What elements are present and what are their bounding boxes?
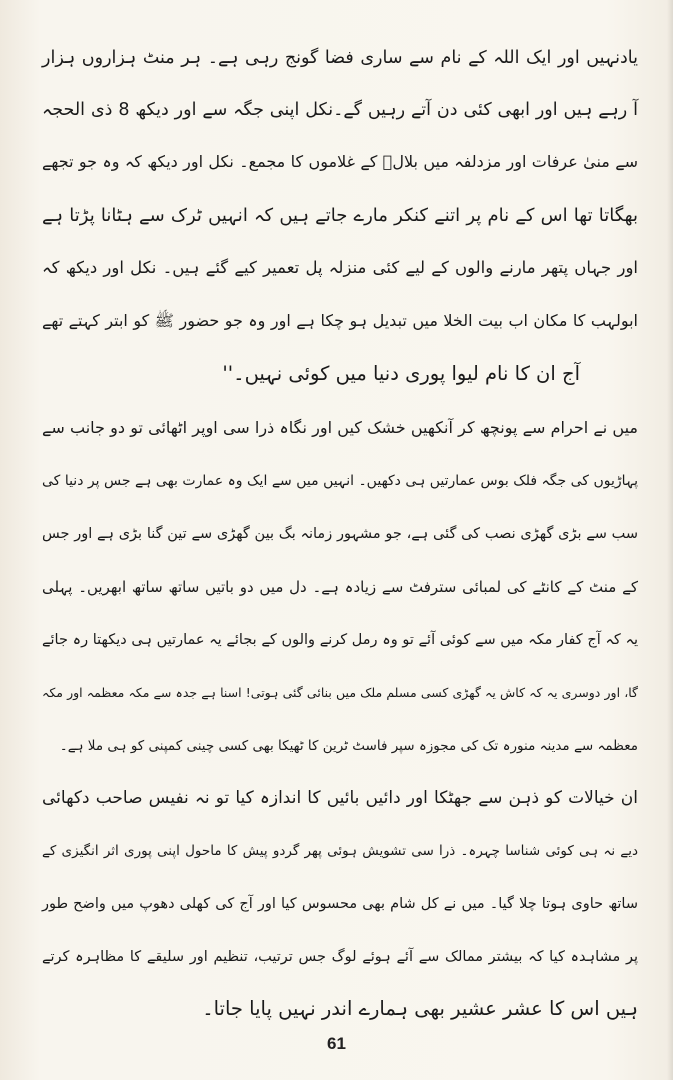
page-edge-shadow [667, 0, 673, 1080]
text-line: کے منٹ کے کانٹے کی لمبائی سترفٹ سے زیادہ ہے۔ دل میں دو باتیں ساتھ ساتھ ابھریں۔ پہلی [42, 578, 638, 596]
page-number: 61 [327, 1034, 346, 1053]
text-line: ان خیالات کو ذہن سے جھٹکا اور دائیں بائیں کا اندازہ کیا تو نہ نفیس صاحب دکھائی [42, 788, 638, 808]
text-line: یادنہیں اور ایک اللہ کے نام سے ساری فضا گونج رہی ہے۔ ہر منٹ ہزاروں ہزار [42, 48, 638, 68]
text-line: سے منیٰ عرفات اور مزدلفہ میں بلالؓ کے غلاموں کا مجمع۔ نکل اور دیکھ کہ وہ جو تجھے [42, 152, 638, 171]
text-line: اور جہاں پتھر مارنے والوں کے لیے کئی منزلہ پل تعمیر کیے گئے ہیں۔ نکل اور دیکھ کہ [42, 258, 638, 277]
text-line: آ رہے ہیں اور ابھی کئی دن آتے رہیں گے۔نکل اپنی جگہ سے اور دیکھ 8 ذی الحجہ [42, 100, 638, 120]
text-line: ابولہب کا مکان اب بیت الخلا میں تبدیل ہو چکا ہے اور وہ جو حضور ﷺ کو ابتر کہتے تھے [42, 311, 638, 330]
text-line: پر مشاہدہ کیا کہ بیشتر ممالک سے آئے ہوئے لوگ جس ترتیب، تنظیم اور سلیقے کا مظاہرہ کرتے [42, 949, 638, 965]
text-line: ساتھ حاوی ہوتا چلا گیا۔ میں نے کل شام بھی محسوس کیا اور آج کی کھلی دھوپ میں واضح طور [42, 896, 638, 912]
text-line: گا، اور دوسری یہ کہ کاش یہ گھڑی کسی مسلم ملک میں بنائی گئی ہوتی! اسنا ہے جدہ سے مکہ معظمہ اور مکہ [42, 685, 638, 700]
text-line: معظمہ سے مدینہ منورہ تک کی مجوزہ سپر فاسٹ ٹرین کا ٹھیکا بھی کسی چینی کمپنی کو ہی ملا ہے۔ [59, 738, 638, 754]
text-line: بھگاتا تھا اس کے نام پر اتنے کنکر مارے جاتے ہیں کہ انہیں ٹرک سے ہٹانا پڑتا ہے [42, 205, 638, 226]
text-line: آج ان کا نام لیوا پوری دنیا میں کوئی نہیں۔'' [222, 362, 580, 385]
text-line: یہ کہ آج کفار مکہ میں سے کوئی آئے تو وہ رمل کرنے والوں کے بجائے یہ عمارتیں ہی دیکھتا رہ جائے [42, 632, 638, 648]
text-line: دیے نہ ہی کوئی شناسا چہرہ۔ ذرا سی تشویش ہوئی پھر گردو پیش کا ماحول اپنی پوری اثر انگیزی کے [42, 843, 638, 859]
text-line: سب سے بڑی گھڑی نصب کی گئی ہے، جو مشہور زمانہ بگ بین گھڑی سے تین گنا بڑی ہے اور جس [42, 526, 638, 542]
text-line: پہاڑیوں کی جگہ فلک بوس عمارتیں ہی دکھیں۔ انہیں میں سے ایک وہ عمارت بھی ہے جس پر دنیا کی [42, 473, 638, 489]
text-line: ہیں اس کا عشر عشیر بھی ہمارے اندر نہیں پایا جاتا۔ [202, 997, 638, 1020]
text-line: میں نے احرام سے پونچھ کر آنکھیں خشک کیں اور نگاہ ذرا سی اوپر اٹھائی تو دو جانب سے [42, 418, 638, 437]
